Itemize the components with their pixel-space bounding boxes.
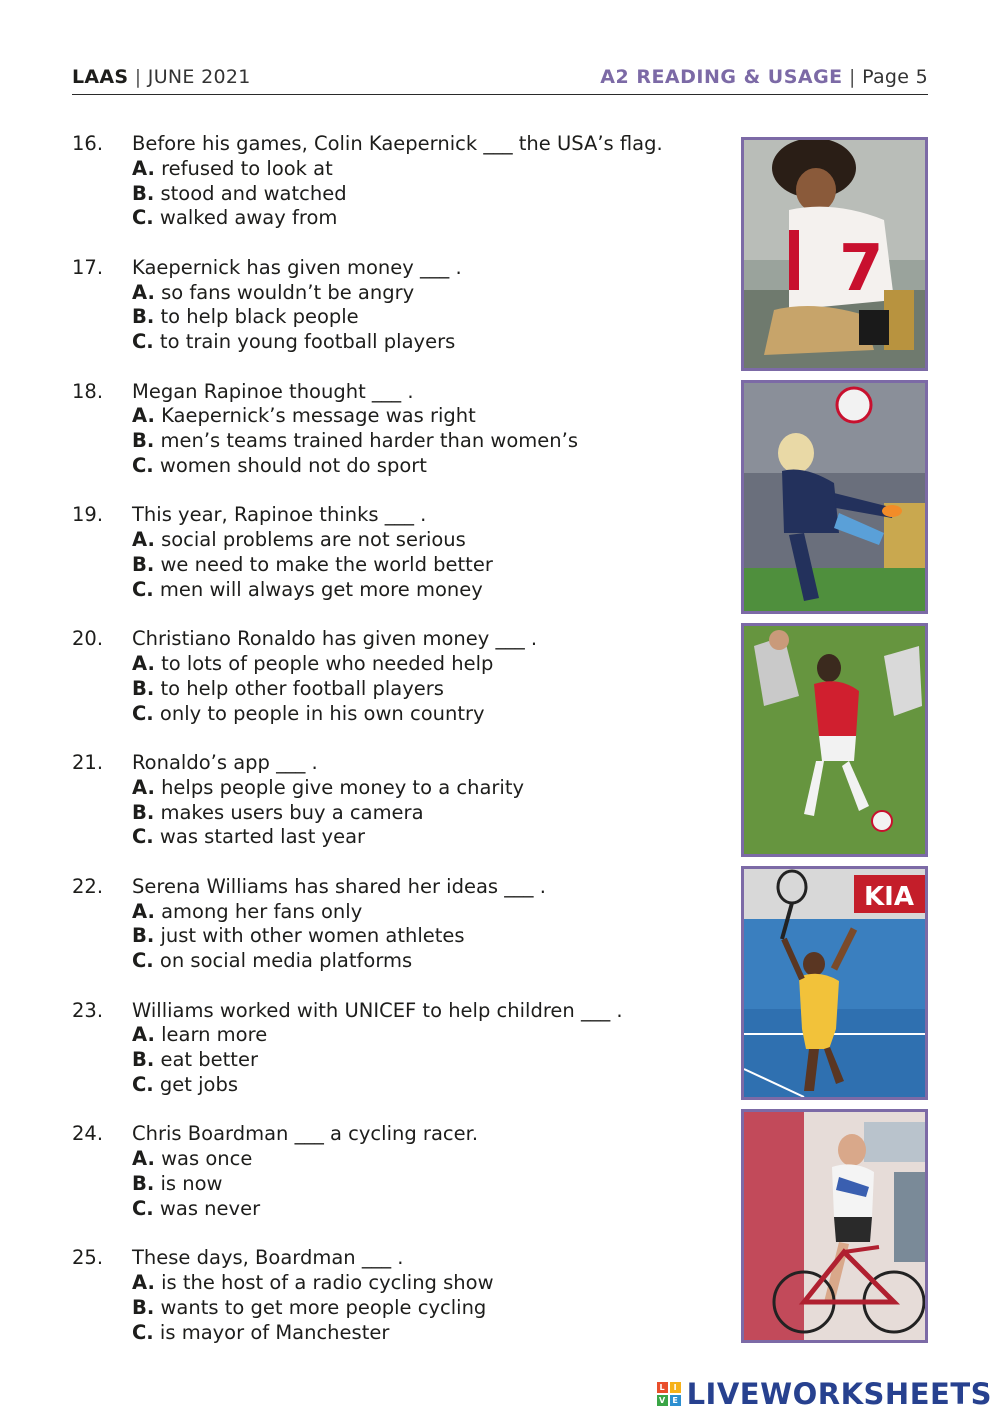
option-letter: A. <box>132 1270 155 1294</box>
option-letter: A. <box>132 156 155 180</box>
option-letter: B. <box>132 1048 155 1072</box>
question-stem: Before his games, Colin Kaepernick ___ the USA’s flag. <box>132 132 663 155</box>
option-letter: B. <box>132 305 155 329</box>
question-item <box>72 751 722 875</box>
page-number: Page 5 <box>862 66 928 88</box>
option-text: helps people give money to a charity <box>161 775 525 799</box>
option-text: was started last year <box>159 825 366 849</box>
answer-option[interactable] <box>132 1023 623 1048</box>
question-body <box>132 999 623 1098</box>
option-letter: A. <box>132 404 155 428</box>
option-text: walked away from <box>159 206 338 230</box>
logo-letter: E <box>670 1395 681 1406</box>
answer-option[interactable] <box>132 900 546 925</box>
option-letter: C. <box>132 1196 154 1220</box>
option-text: eat better <box>160 1048 258 1072</box>
option-text: to help black people <box>160 305 359 329</box>
kicking-player-illustration <box>744 383 925 611</box>
answer-option[interactable] <box>132 157 663 182</box>
option-letter: A. <box>132 899 155 923</box>
answer-option[interactable] <box>132 677 537 702</box>
option-letter: C. <box>132 1320 154 1344</box>
question-number: 24. <box>72 1122 104 1146</box>
option-text: to lots of people who needed help <box>161 651 494 675</box>
question-stem: Serena Williams has shared her ideas ___ . <box>132 874 546 898</box>
answer-option[interactable] <box>132 528 493 553</box>
section-title: A2 READING & USAGE <box>600 66 843 88</box>
answer-option[interactable] <box>132 553 493 578</box>
option-text: get jobs <box>159 1072 239 1096</box>
question-item <box>72 503 722 627</box>
option-letter: C. <box>132 825 154 849</box>
question-stem: Kaepernick has given money ___ . <box>132 255 462 279</box>
question-body <box>132 627 537 726</box>
question-number: 23. <box>72 998 104 1022</box>
option-text: on social media platforms <box>159 949 413 973</box>
option-text: is now <box>160 1171 223 1195</box>
answer-option[interactable] <box>132 305 462 330</box>
option-text: to help other football players <box>160 676 444 700</box>
question-item <box>72 999 722 1123</box>
question-number: 16. <box>72 132 104 155</box>
answer-option[interactable] <box>132 454 578 479</box>
question-item <box>72 875 722 999</box>
question-stem: Ronaldo’s app ___ . <box>132 750 318 774</box>
option-text: learn more <box>161 1023 268 1047</box>
banner-text: KIA <box>864 882 914 912</box>
option-text: social problems are not serious <box>161 528 466 552</box>
question-stem: Christiano Ronaldo has given money ___ . <box>132 627 538 651</box>
option-letter: B. <box>132 1171 155 1195</box>
liveworksheets-logo <box>657 1377 992 1411</box>
option-letter: B. <box>132 429 155 453</box>
question-stem: These days, Boardman ___ . <box>132 1246 404 1270</box>
option-letter: B. <box>132 800 155 824</box>
dribbling-player-illustration <box>744 626 925 854</box>
logo-letter: L <box>657 1382 668 1393</box>
kaepernick-photo <box>741 137 928 371</box>
answer-option[interactable] <box>132 182 663 207</box>
logo-text: LIVEWORKSHEETS <box>686 1377 992 1411</box>
option-letter: B. <box>132 924 155 948</box>
question-list <box>72 132 722 1370</box>
question-stem: This year, Rapinoe thinks ___ . <box>132 503 427 527</box>
answer-option[interactable] <box>132 801 524 826</box>
brand-name: LAAS <box>72 66 129 88</box>
option-letter: A. <box>132 528 155 552</box>
logo-letter: I <box>670 1382 681 1393</box>
tennis-player-illustration <box>744 869 925 1097</box>
answer-option[interactable] <box>132 924 546 949</box>
answer-option[interactable] <box>132 1048 623 1073</box>
option-text: men will always get more money <box>159 577 483 601</box>
question-item <box>72 1122 722 1246</box>
option-letter: C. <box>132 1072 154 1096</box>
option-text: Kaepernick’s message was right <box>161 404 476 428</box>
answer-option[interactable] <box>132 949 546 974</box>
question-body <box>132 875 546 974</box>
option-letter: C. <box>132 701 154 725</box>
option-letter: C. <box>132 453 154 477</box>
option-text: women should not do sport <box>159 453 427 477</box>
option-text: makes users buy a camera <box>160 800 424 824</box>
cyclist-illustration <box>744 1112 925 1340</box>
question-body <box>132 1246 494 1345</box>
question-body <box>132 132 663 231</box>
question-number: 21. <box>72 750 104 774</box>
boardman-photo <box>741 1109 928 1343</box>
answer-option[interactable] <box>132 825 524 850</box>
option-text: only to people in his own country <box>159 701 485 725</box>
question-body <box>132 503 493 602</box>
question-item <box>72 1246 722 1370</box>
answer-option[interactable] <box>132 429 578 454</box>
option-text: so fans wouldn’t be angry <box>161 280 415 304</box>
option-text: was once <box>161 1147 253 1171</box>
option-letter: A. <box>132 1147 155 1171</box>
header-separator-right: | <box>849 66 856 88</box>
answer-option[interactable] <box>132 1296 494 1321</box>
question-stem: Williams worked with UNICEF to help children ___ . <box>132 998 623 1022</box>
question-number: 18. <box>72 379 104 403</box>
option-letter: C. <box>132 330 154 354</box>
logo-letter: V <box>657 1395 668 1406</box>
question-number: 22. <box>72 874 104 898</box>
option-letter: B. <box>132 552 155 576</box>
answer-option[interactable] <box>132 702 537 727</box>
answer-option[interactable] <box>132 1197 478 1222</box>
option-text: wants to get more people cycling <box>160 1295 487 1319</box>
answer-option[interactable] <box>132 776 524 801</box>
answer-option[interactable] <box>132 330 462 355</box>
option-text: men’s teams trained harder than women’s <box>160 429 578 453</box>
serena-photo <box>741 866 928 1100</box>
option-text: is the host of a radio cycling show <box>161 1270 494 1294</box>
option-text: refused to look at <box>161 156 333 180</box>
ronaldo-photo <box>741 623 928 857</box>
option-letter: C. <box>132 206 154 230</box>
rapinoe-photo <box>741 380 928 614</box>
kneeling-player-illustration <box>744 140 925 368</box>
answer-option[interactable] <box>132 1073 623 1098</box>
jersey-number: 7 <box>839 232 884 306</box>
question-stem: Chris Boardman ___ a cycling racer. <box>132 1122 479 1146</box>
question-number: 25. <box>72 1246 104 1270</box>
question-number: 20. <box>72 627 104 651</box>
answer-option[interactable] <box>132 1172 478 1197</box>
question-item <box>72 380 722 504</box>
option-text: to train young football players <box>159 330 456 354</box>
option-text: just with other women athletes <box>160 924 465 948</box>
question-body <box>132 751 524 850</box>
option-letter: C. <box>132 949 154 973</box>
answer-option[interactable] <box>132 1147 478 1172</box>
question-item <box>72 627 722 751</box>
option-letter: A. <box>132 1023 155 1047</box>
page-header <box>72 64 928 95</box>
issue-date: JUNE 2021 <box>147 66 251 88</box>
option-letter: B. <box>132 676 155 700</box>
question-item <box>72 256 722 380</box>
question-number: 17. <box>72 255 104 279</box>
question-number: 19. <box>72 503 104 527</box>
option-letter: A. <box>132 651 155 675</box>
option-letter: B. <box>132 1295 155 1319</box>
option-letter: C. <box>132 577 154 601</box>
option-letter: A. <box>132 775 155 799</box>
question-stem: Megan Rapinoe thought ___ . <box>132 379 414 403</box>
option-text: was never <box>159 1196 261 1220</box>
answer-option[interactable] <box>132 206 663 231</box>
answer-option[interactable] <box>132 281 462 306</box>
question-body <box>132 256 462 355</box>
answer-option[interactable] <box>132 1321 494 1346</box>
question-item <box>72 132 722 256</box>
answer-option[interactable] <box>132 404 578 429</box>
option-text: stood and watched <box>160 181 347 205</box>
option-text: is mayor of Manchester <box>159 1320 390 1344</box>
option-text: we need to make the world better <box>160 552 493 576</box>
question-body <box>132 1122 478 1221</box>
option-letter: B. <box>132 181 155 205</box>
option-text: among her fans only <box>161 899 363 923</box>
logo-mark-icon <box>657 1382 681 1406</box>
header-separator: | <box>134 66 142 88</box>
header-right <box>600 66 928 88</box>
option-letter: A. <box>132 280 155 304</box>
answer-option[interactable] <box>132 652 537 677</box>
answer-option[interactable] <box>132 1271 494 1296</box>
question-body <box>132 380 578 479</box>
answer-option[interactable] <box>132 578 493 603</box>
header-left <box>72 66 251 88</box>
